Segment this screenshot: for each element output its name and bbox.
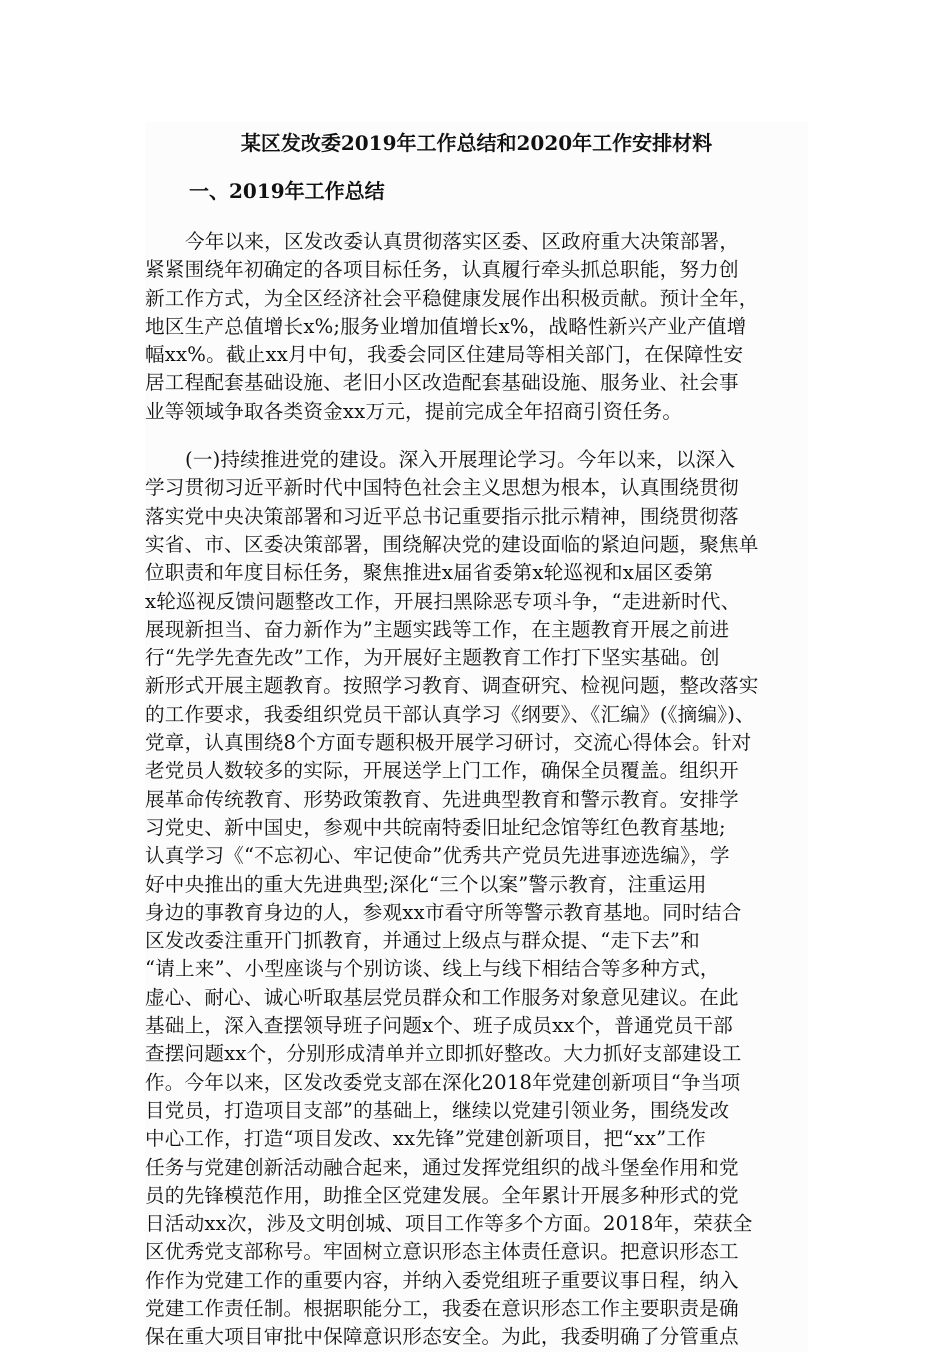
- text-line: 好中央推出的重大先进典型;深化“三个以案”警示教育，注重运用: [145, 872, 707, 896]
- text-line: 幅xx%。截止xx月中旬，我委会同区住建局等相关部门，在保障性安: [145, 343, 744, 367]
- text-line: x轮巡视反馈问题整改工作，开展扫黑除恶专项斗争，“走进新时代、: [145, 589, 741, 613]
- text-line: 展革命传统教育、形势政策教育、先进典型教育和警示教育。安排学: [145, 787, 739, 811]
- text-line: 作作为党建工作的重要内容，并纳入委党组班子重要议事日程，纳入: [145, 1268, 739, 1292]
- text-line: 行“先学先查先改”工作，为开展好主题教育工作打下坚实基础。创: [145, 646, 720, 670]
- text-line: 党建工作责任制。根据职能分工，我委在意识形态工作主要职责是确: [145, 1296, 739, 1320]
- text-line: 党章，认真围绕8个方面专题积极开展学习研讨，交流心得体会。针对: [145, 731, 752, 755]
- text-line: 展现新担当、奋力新作为”主题实践等工作，在主题教育开展之前进: [145, 617, 730, 641]
- text-line: 认真学习《“不忘初心、牢记使命”优秀共产党员先进事迹选编》，学: [145, 844, 730, 868]
- paragraph-summary: [145, 228, 808, 426]
- text-line: (一)持续推进党的建设。深入开展理论学习。今年以来，以深入: [185, 448, 736, 472]
- document-title: 某区发改委2019年工作总结和2020年工作安排材料: [240, 131, 713, 155]
- text-line: 新工作方式，为全区经济社会平稳健康发展作出积极贡献。预计全年，: [145, 286, 759, 310]
- text-line: 居工程配套基础设施、老旧小区改造配套基础设施、服务业、社会事: [145, 371, 739, 395]
- text-line: 的工作要求，我委组织党员干部认真学习《纲要》、《汇编》(《摘编》)、: [145, 702, 755, 726]
- text-line: “请上来”、小型座谈与个别访谈、线上与线下相结合等多种方式，: [145, 957, 720, 981]
- text-line: 实省、市、区委决策部署，围绕解决党的建设面临的紧迫问题，聚焦单: [145, 532, 759, 556]
- text-line: 身边的事教育身边的人，参观xx市看守所等警示教育基地。同时结合: [145, 900, 742, 924]
- paragraph-party-building: [145, 446, 808, 1352]
- text-line: 位职责和年度目标任务，聚焦推进x届省委第x轮巡视和x届区委第: [145, 561, 714, 585]
- text-line: 目党员，打造项目支部”的基础上，继续以党建引领业务，围绕发改: [145, 1098, 730, 1122]
- text-line: 员的先锋模范作用，助推全区党建发展。全年累计开展多种形式的党: [145, 1183, 739, 1207]
- text-line: 作。今年以来，区发改委党支部在深化2018年党建创新项目“争当项: [145, 1070, 741, 1094]
- text-line: 老党员人数较多的实际，开展送学上门工作，确保全员覆盖。组织开: [145, 759, 739, 783]
- text-line: 基础上，深入查摆领导班子问题x个、班子成员xx个，普通党员干部: [145, 1014, 733, 1038]
- text-line: 习党史、新中国史，参观中共皖南特委旧址纪念馆等红色教育基地;: [145, 815, 726, 839]
- text-line: 紧紧围绕年初确定的各项目标任务，认真履行牵头抓总职能，努力创: [145, 258, 739, 282]
- text-line: 区发改委注重开门抓教育，并通过上级点与群众提、“走下去”和: [145, 929, 700, 953]
- text-line: 今年以来，区发改委认真贯彻落实区委、区政府重大决策部署，: [185, 230, 740, 253]
- text-line: 地区生产总值增长x%;服务业增加值增长x%，战略性新兴产业产值增: [145, 314, 747, 338]
- text-line: 查摆问题xx个，分别形成清单并立即抓好整改。大力抓好支部建设工: [145, 1042, 742, 1066]
- text-line: 落实党中央决策部署和习近平总书记重要指示批示精神，围绕贯彻落: [145, 504, 739, 528]
- text-line: 新形式开展主题教育。按照学习教育、调查研究、检视问题，整改落实: [145, 674, 759, 698]
- text-line: 任务与党建创新活动融合起来，通过发挥党组织的战斗堡垒作用和党: [145, 1155, 739, 1179]
- text-line: 日活动xx次，涉及文明创城、项目工作等多个方面。2018年，荣获全: [145, 1212, 753, 1236]
- section-heading: 一、2019年工作总结: [189, 179, 385, 203]
- document-body: [145, 122, 808, 1352]
- text-line: 保在重大项目审批中保障意识形态安全。为此，我委明确了分管重点: [145, 1325, 739, 1349]
- text-line: 区优秀党支部称号。牢固树立意识形态主体责任意识。把意识形态工: [145, 1240, 739, 1264]
- text-line: 虚心、耐心、诚心听取基层党员群众和工作服务对象意见建议。在此: [145, 985, 739, 1009]
- text-line: 业等领域争取各类资金xx万元，提前完成全年招商引资任务。: [145, 399, 683, 423]
- text-line: 中心工作，打造“项目发改、xx先锋”党建创新项目，把“xx”工作: [145, 1127, 706, 1151]
- text-line: 学习贯彻习近平新时代中国特色社会主义思想为根本，认真围绕贯彻: [145, 476, 739, 500]
